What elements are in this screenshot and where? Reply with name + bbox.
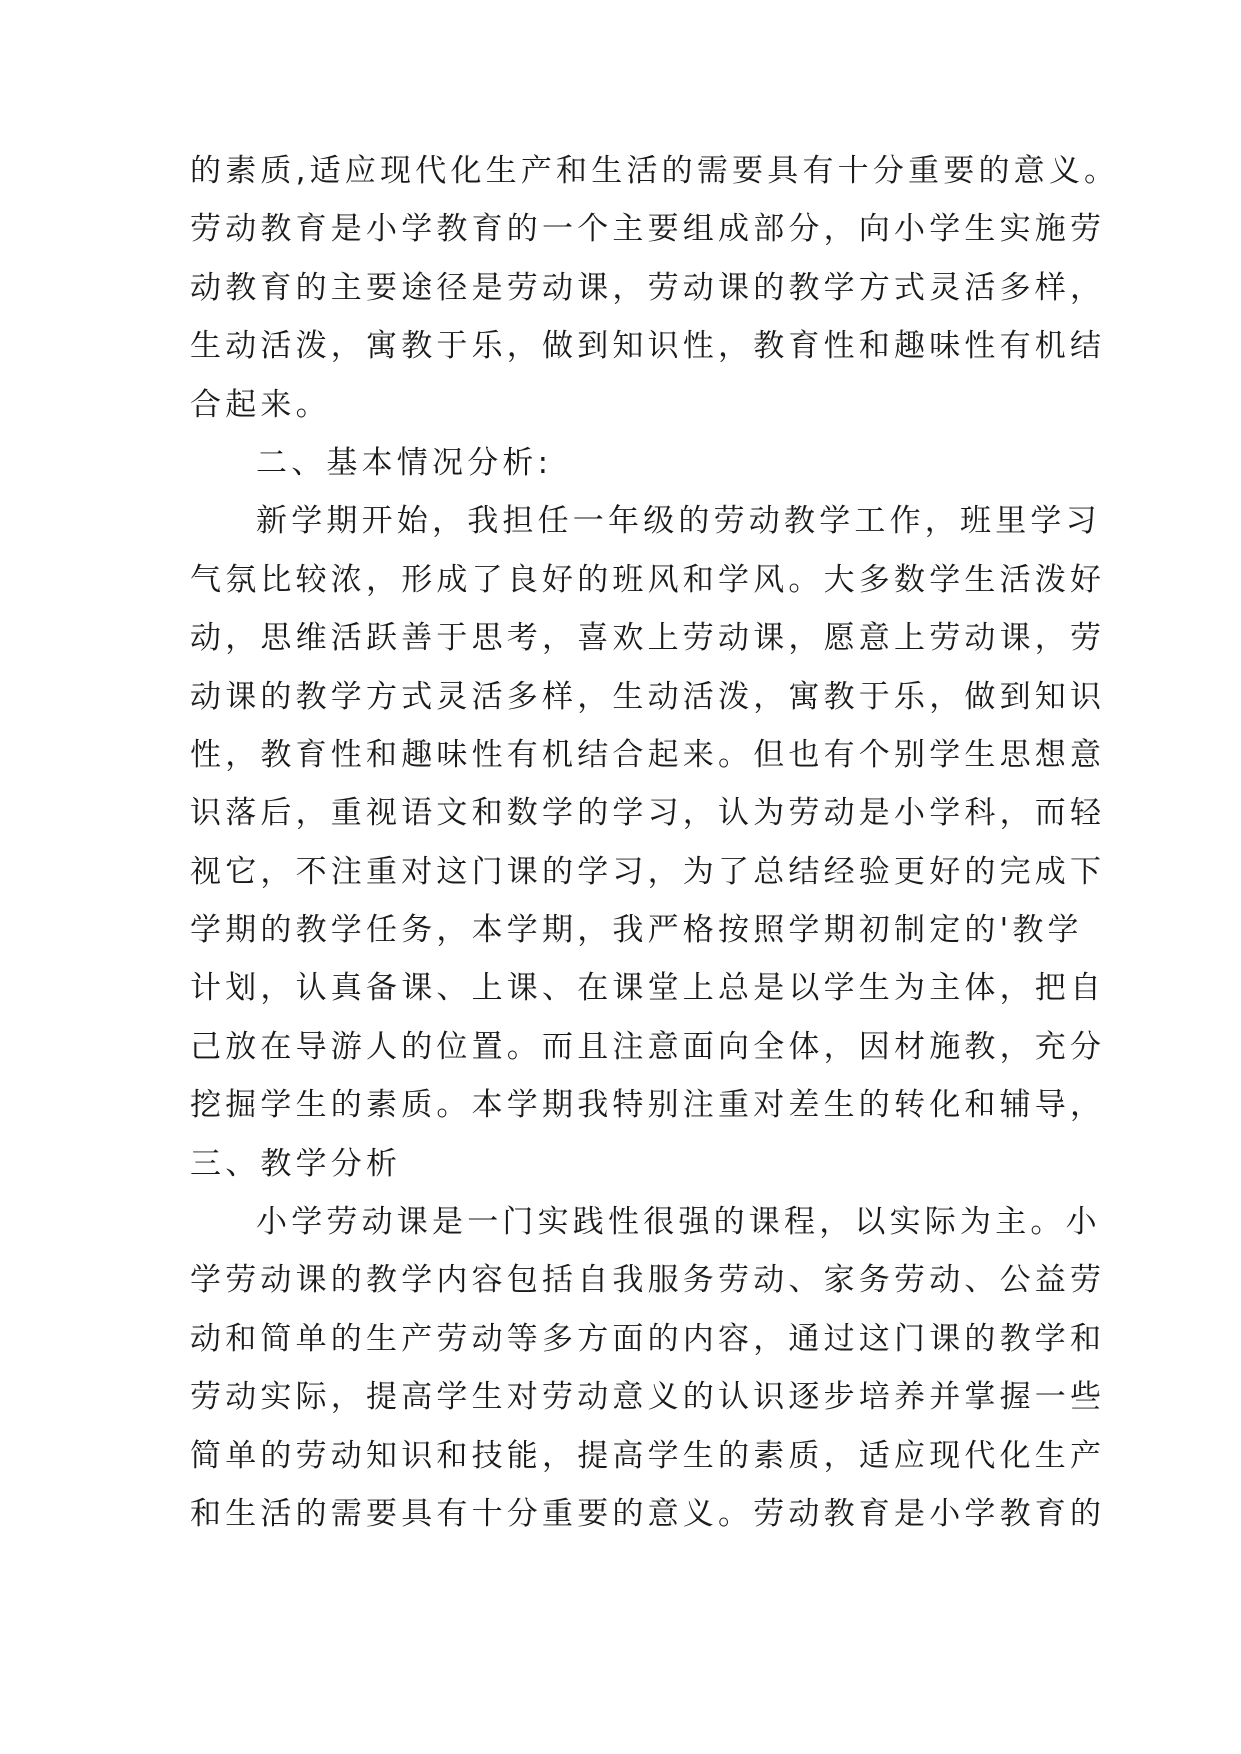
text-line: 己放在导游人的位置。而且注意面向全体，因材施教，充分 [190,1028,1106,1065]
text-line: 劳动实际，提高学生对劳动意义的认识逐步培养并掌握一些 [190,1379,1106,1416]
text-line: 学期的教学任务，本学期，我严格按照学期初制定的'教学 [190,912,1083,949]
text-line: 计划，认真备课、上课、在课堂上总是以学生为主体，把自 [190,970,1106,1007]
text-line: 简单的劳动知识和技能，提高学生的素质，适应现代化生产 [190,1437,1106,1474]
text-line: 性，教育性和趣味性有机结合起来。但也有个别学生思想意 [190,736,1106,773]
text-line: 学劳动课的教学内容包括自我服务劳动、家务劳动、公益劳 [190,1262,1106,1299]
text-line: 动课的教学方式灵活多样，生动活泼，寓教于乐，做到知识 [190,678,1106,715]
text-line: 视它，不注重对这门课的学习，为了总结经验更好的完成下 [190,853,1106,890]
text-line: 合起来。 [190,386,331,423]
text-line: 的素质,适应现代化生产和生活的需要具有十分重要的意义。 [190,153,1120,189]
body-text [190,142,1120,1543]
text-line: 挖掘学生的素质。本学期我特别注重对差生的转化和辅导， [190,1087,1106,1124]
text-line: 生动活泼，寓教于乐，做到知识性，教育性和趣味性有机结 [190,328,1106,365]
text-line: 新学期开始，我担任一年级的劳动教学工作，班里学习 [256,503,1101,540]
text-line: 动教育的主要途径是劳动课，劳动课的教学方式灵活多样， [190,269,1106,306]
text-line: 动和简单的生产劳动等多方面的内容，通过这门课的教学和 [190,1320,1106,1357]
text-line: 小学劳动课是一门实践性很强的课程，以实际为主。小 [256,1204,1101,1241]
text-line: 气氛比较浓，形成了良好的班风和学风。大多数学生活泼好 [190,561,1106,598]
text-line: 动，思维活跃善于思考，喜欢上劳动课，愿意上劳动课，劳 [190,620,1106,657]
text-line: 劳动教育是小学教育的一个主要组成部分，向小学生实施劳 [190,211,1106,248]
text-line: 和生活的需要具有十分重要的意义。劳动教育是小学教育的 [190,1495,1106,1532]
text-line: 识落后，重视语文和数学的学习，认为劳动是小学科，而轻 [190,795,1106,832]
section-heading: 二、基本情况分析: [256,444,553,481]
section-heading: 三、教学分析 [190,1145,402,1182]
